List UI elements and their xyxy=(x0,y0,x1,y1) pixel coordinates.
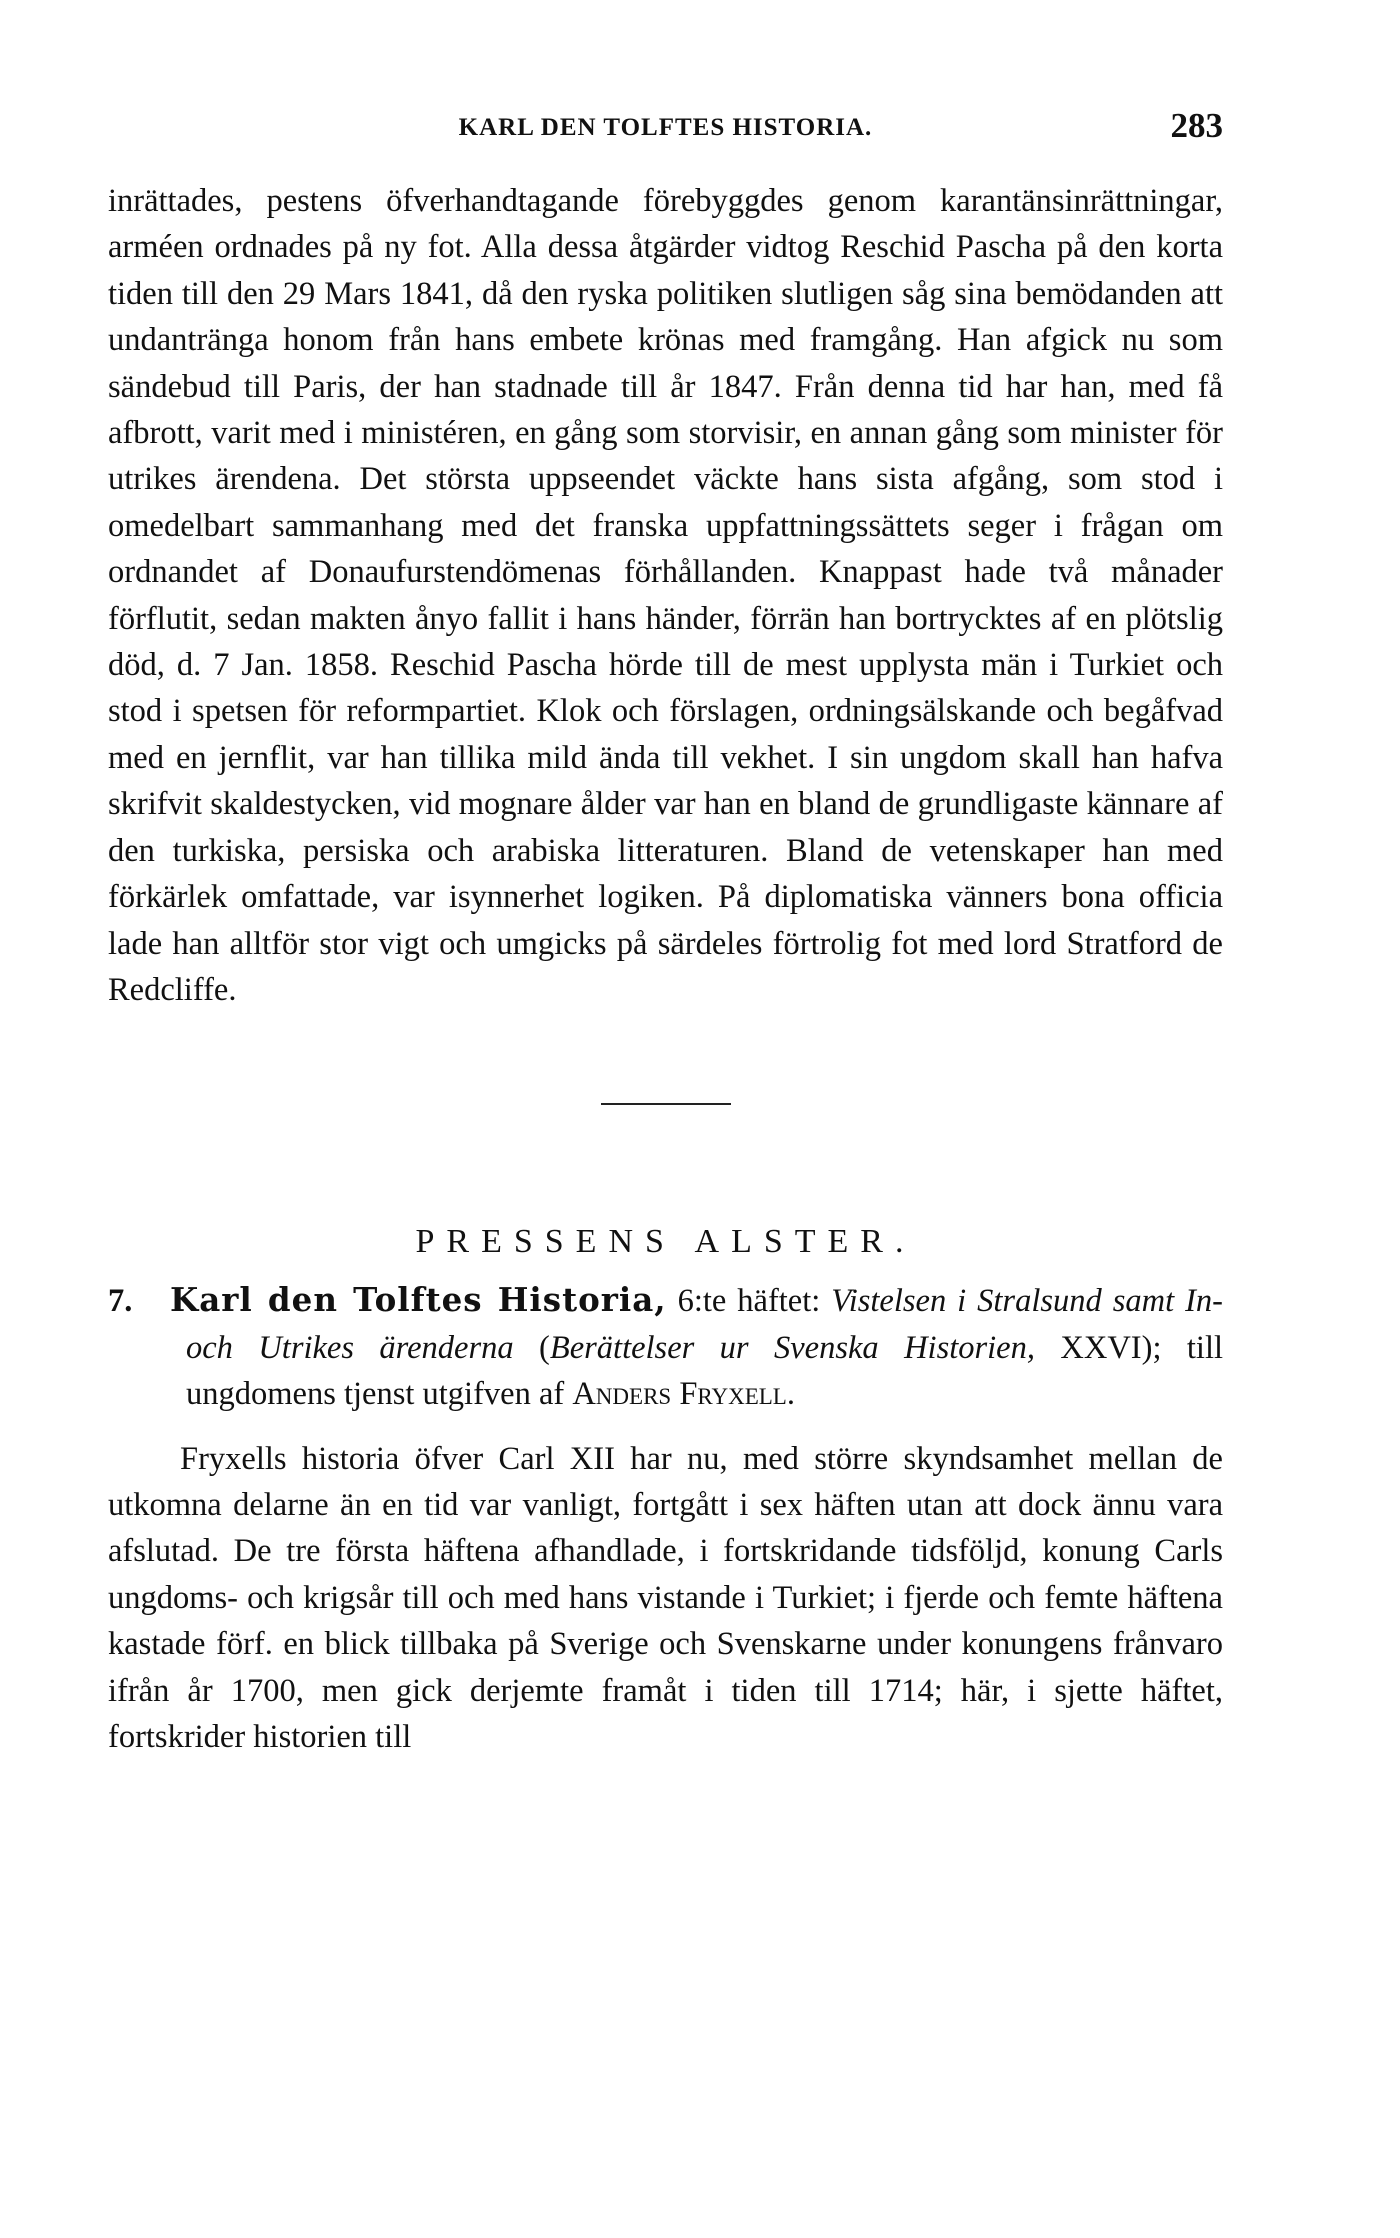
entry-subtitle: Vistelsen i Stralsund samt In- och Utrikes ärenderna xyxy=(186,1283,1223,1366)
entry-part: 6:te häftet: xyxy=(677,1283,821,1320)
section-title: PRESSENS ALSTER. xyxy=(415,1223,916,1261)
body-text xyxy=(108,178,1223,1013)
entry-number: 7. xyxy=(108,1283,133,1320)
entry-paren: ( xyxy=(539,1329,550,1366)
body-paragraph: inrättades, pestens öfverhandtagande förebyggdes genom karantänsinrättningar, arméen ordnades på ny fot. Alla dessa åtgärder vidtog Reschid Pascha på den korta tiden till den 29 Mars 1841, då den ryska politiken slutligen såg sina bemödanden att undantränga honom från hans embete krönas med framgång. Han afgick nu som sändebud till Paris, der han stadnade till år 1847. Från denna tid har han, med få afbrott, varit med i ministéren, en gång som storvisir, en annan gång som minister för utrikes ärendena. Det största uppseendet väckte hans sista afgång, som stod i omedelbart sammanhang med det franska uppfattningssättets seger i frågan om ordnandet af Donaufurstendömenas förhållanden. Knappast hade två månader förflutit, sedan makten ånyo fallit i hans händer, förrän han bortrycktes af en plötslig död, d. 7 Jan. 1858. Reschid Pascha hörde till de mest upplysta män i Turkiet och stod i spetsen för reformpartiet. Klok och förslagen, ordningsälskande och begåfvad med en jernflit, var han tillika mild ända till vekhet. I sin ungdom skall han hafva skrifvit skaldestycken, vid mognare ålder var han en bland de grundligaste kännare af den turkiska, persiska och arabiska litteraturen. Bland de vetenskaper han med förkärlek omfattade, var isynnerhet logiken. På diplomatiska vänners bona officia lade han alltför stor vigt och umgicks på särdeles förtrolig fot med lord Stratford de Redcliffe. xyxy=(108,183,1223,1008)
running-head xyxy=(108,100,1223,160)
entry-title: Karl den Tolftes Historia, xyxy=(170,1280,667,1320)
page-number: 283 xyxy=(1170,106,1223,145)
review-paragraph: Fryxells historia öfver Carl XII har nu, med större skyndsamhet mellan de utkomna delarne än en tid var vanligt, fortgått i sex häften utan att dock ännu vara afslutad. De tre första häftena afhandlade, i fortskridande tidsföljd, konung Carls ungdoms- och krigsår till och med hans vistande i Turkiet; i fjerde och femte häftena kastade förf. en blick tillbaka på Sverige och Svenskarne under konungens frånvaro ifrån år 1700, men gick derjemte framåt i tiden till 1714; här, i sjette häftet, fortskrider historien till xyxy=(108,1440,1223,1755)
book-page xyxy=(108,100,1223,1760)
running-title: KARL DEN TOLFTES HISTORIA. xyxy=(458,114,873,141)
section-divider xyxy=(601,1103,731,1105)
entry-author: Anders Fryxell. xyxy=(572,1376,795,1413)
entry-publisher-text: till ungdomens tjenst utgifven af xyxy=(186,1329,1224,1413)
entry-series-number: XXVI); xyxy=(1060,1329,1162,1366)
bibliographic-entry xyxy=(108,1277,1223,1417)
entry-series-title: Berättelser ur Svenska Historien, xyxy=(549,1329,1035,1366)
